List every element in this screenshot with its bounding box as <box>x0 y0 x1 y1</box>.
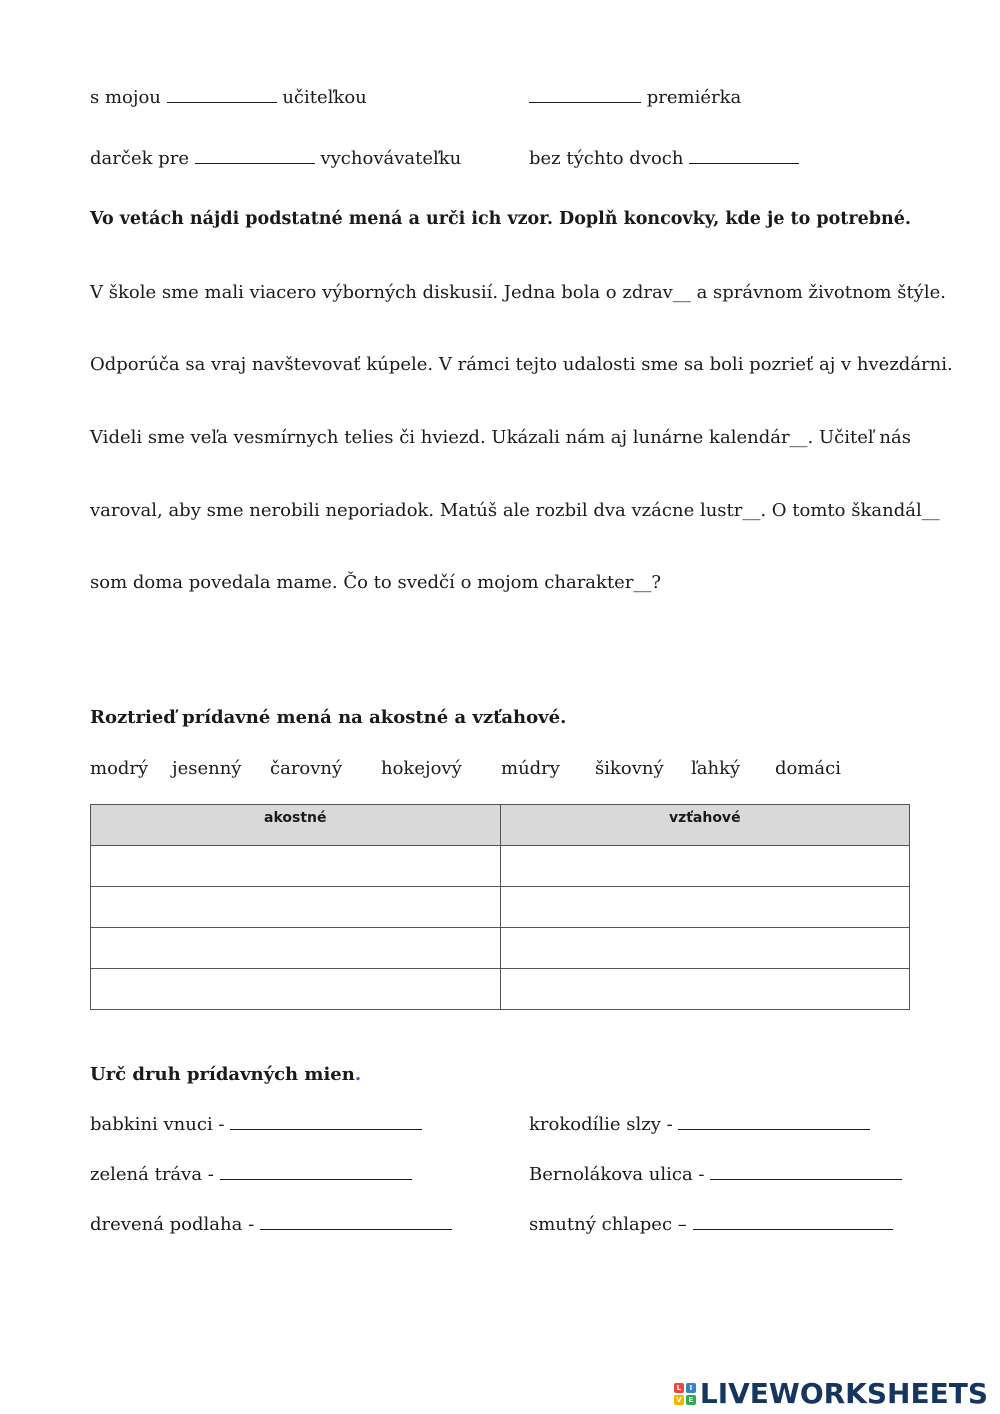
line-2a <box>90 147 461 169</box>
section2-heading: Roztrieď prídavné mená na akostné a vzťahové. <box>90 707 567 728</box>
answer-line <box>90 1213 452 1235</box>
line-2a-pre: darček pre <box>90 148 189 169</box>
answer-label: Bernolákova ulica - <box>529 1164 705 1185</box>
paragraph-line: varoval, aby sme nerobili neporiadok. Matúš ale rozbil dva vzácne lustr__. O tomto škandál__ <box>90 500 940 521</box>
blank-input[interactable] <box>167 86 277 103</box>
blank-input[interactable] <box>195 147 315 164</box>
answer-line <box>90 1163 412 1185</box>
blank-input[interactable] <box>689 147 799 164</box>
blank-input[interactable] <box>529 86 641 103</box>
section3-heading-text: Urč druh prídavných mien <box>90 1064 355 1085</box>
section3-heading <box>90 1064 361 1085</box>
table-cell-input[interactable] <box>500 887 910 928</box>
line-1b-post: premiérka <box>646 87 742 108</box>
blank-input[interactable] <box>693 1213 893 1230</box>
table-cell-input[interactable] <box>91 846 501 887</box>
logo-tile: L <box>674 1383 684 1393</box>
table-row <box>91 846 910 887</box>
word-item: domáci <box>775 758 841 779</box>
paragraph-line: V škole sme mali viacero výborných diskusií. Jedna bola o zdrav__ a správnom životnom štýle. <box>90 282 946 303</box>
word-item: jesenný <box>172 758 242 779</box>
logo-tile: E <box>686 1395 696 1405</box>
table-cell-input[interactable] <box>91 928 501 969</box>
word-item: čarovný <box>270 758 343 779</box>
logo-tile: V <box>674 1395 684 1405</box>
line-1a <box>90 86 367 108</box>
blank-input[interactable] <box>220 1163 412 1180</box>
answer-label: babkini vnuci - <box>90 1114 225 1135</box>
logo-tile: I <box>686 1383 696 1393</box>
paragraph-line: Odporúča sa vraj navštevovať kúpele. V rámci tejto udalosti sme sa boli pozrieť aj v hvezdárni. <box>90 354 953 375</box>
answer-label: krokodílie slzy - <box>529 1114 673 1135</box>
word-item: modrý <box>90 758 149 779</box>
table-header-row <box>91 805 910 846</box>
answer-line <box>529 1113 870 1135</box>
table-cell-input[interactable] <box>91 887 501 928</box>
answer-label: smutný chlapec – <box>529 1214 687 1235</box>
table-cell-input[interactable] <box>500 928 910 969</box>
word-item: hokejový <box>381 758 462 779</box>
liveworksheets-logo <box>674 1377 988 1410</box>
blank-input[interactable] <box>678 1113 870 1130</box>
line-1a-post: učiteľkou <box>282 87 367 108</box>
answer-label: drevená podlaha - <box>90 1214 255 1235</box>
logo-text: LIVEWORKSHEETS <box>699 1377 988 1410</box>
table-cell-input[interactable] <box>500 969 910 1010</box>
line-2b <box>529 147 799 169</box>
line-1b <box>529 86 741 108</box>
word-item: šikovný <box>595 758 664 779</box>
word-item: ľahký <box>691 758 741 779</box>
blank-input[interactable] <box>710 1163 902 1180</box>
section1-heading: Vo vetách nájdi podstatné mená a urči ich vzor. Doplň koncovky, kde je to potrebné. <box>90 209 911 229</box>
word-item: múdry <box>501 758 560 779</box>
column-header-vztahove: vzťahové <box>500 805 910 846</box>
column-header-akostne: akostné <box>91 805 501 846</box>
logo-icon <box>674 1383 696 1405</box>
table-cell-input[interactable] <box>500 846 910 887</box>
blank-input[interactable] <box>260 1213 452 1230</box>
sort-table <box>90 804 910 1010</box>
answer-line <box>529 1163 902 1185</box>
answer-line <box>529 1213 893 1235</box>
table-cell-input[interactable] <box>91 969 501 1010</box>
heading-dot: . <box>354 1064 362 1085</box>
blank-input[interactable] <box>230 1113 422 1130</box>
line-2b-pre: bez týchto dvoch <box>529 148 684 169</box>
paragraph-line: som doma povedala mame. Čo to svedčí o mojom charakter__? <box>90 572 662 593</box>
table-row <box>91 887 910 928</box>
line-2a-post: vychovávateľku <box>320 148 462 169</box>
answer-line <box>90 1113 422 1135</box>
table-row <box>91 928 910 969</box>
answer-label: zelená tráva - <box>90 1164 214 1185</box>
paragraph-line: Videli sme veľa vesmírnych telies či hviezd. Ukázali nám aj lunárne kalendár__. Učiteľ nás <box>90 427 911 448</box>
line-1a-pre: s mojou <box>90 87 161 108</box>
table-row <box>91 969 910 1010</box>
